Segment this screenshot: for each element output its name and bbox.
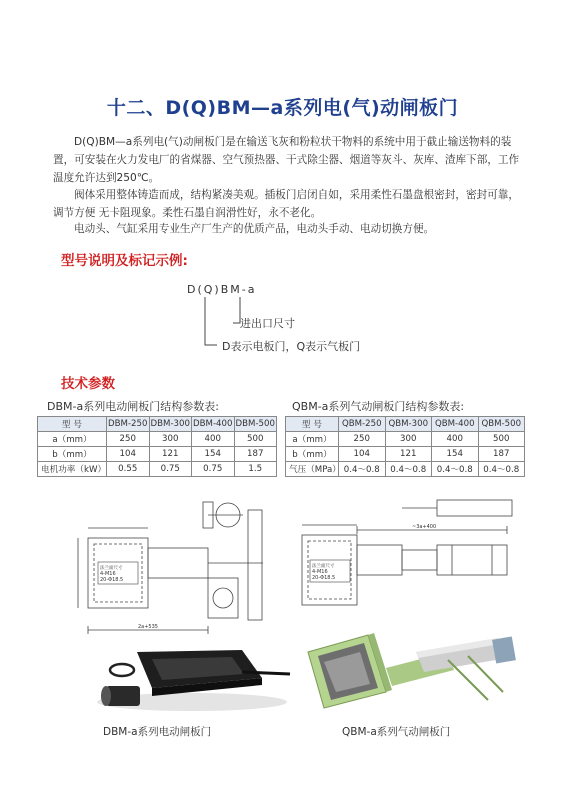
table-header-row xyxy=(286,417,525,432)
table-cell: 400 xyxy=(432,432,479,447)
model-section-heading: 型号说明及标记示例: xyxy=(61,253,188,269)
table-cell: b（mm） xyxy=(38,447,107,462)
table-cell: 500 xyxy=(234,432,277,447)
table-cell: 187 xyxy=(234,447,277,462)
table-cell: 1.5 xyxy=(234,462,277,477)
table-cell: 0.4～0.8 xyxy=(478,462,525,477)
bolt-label: 4-M16 xyxy=(100,571,116,577)
table-cell: b（mm） xyxy=(286,447,339,462)
electric-gate-drawing xyxy=(58,490,273,640)
flange-face-label: 法兰面尺寸 xyxy=(312,564,335,569)
header-cell: QBM-500 xyxy=(478,417,525,432)
pneumatic-params-table xyxy=(285,416,525,477)
table-cell: 104 xyxy=(107,447,150,462)
model-size-label: 进出口尺寸 xyxy=(240,317,295,330)
pneumatic-gate-drawing xyxy=(292,490,522,640)
header-cell: QBM-300 xyxy=(385,417,432,432)
header-cell: DBM-500 xyxy=(234,417,277,432)
table-row xyxy=(286,462,525,477)
table-cell: 电机功率（kW） xyxy=(38,462,107,477)
header-cell: DBM-400 xyxy=(192,417,235,432)
table-header-row xyxy=(38,417,277,432)
header-cell: DBM-300 xyxy=(149,417,192,432)
table-cell: 0.4～0.8 xyxy=(339,462,386,477)
model-type-label: D表示电板门，Q表示气板门 xyxy=(222,340,361,353)
table-cell: 250 xyxy=(339,432,386,447)
intro-paragraph: D(Q)BM—a系列电(气)动闸板门是在输送飞灰和粉粒状干物料的系统中用于截止输送物料的装置，可安装在火力发电厂的省煤器、空气预热器、干式除尘器、烟道等灰斗、灰库、渣库下部，工作温度允许达到250℃。 xyxy=(53,136,520,184)
table-cell: 0.75 xyxy=(149,462,192,477)
table-row xyxy=(38,432,277,447)
hole-label: 20-Φ18.5 xyxy=(100,577,124,583)
electric-table-caption: DBM-a系列电动闸板门结构参数表: xyxy=(47,400,219,413)
header-cell: DBM-250 xyxy=(107,417,150,432)
header-cell: 型 号 xyxy=(38,417,107,432)
header-cell: 型 号 xyxy=(286,417,339,432)
header-cell: QBM-400 xyxy=(432,417,479,432)
length-dimension: 2a+535 xyxy=(138,624,158,630)
model-bracket xyxy=(195,295,275,375)
table-cell: 250 xyxy=(107,432,150,447)
table-cell: 0.4～0.8 xyxy=(432,462,479,477)
table-cell: 104 xyxy=(339,447,386,462)
table-cell: 121 xyxy=(149,447,192,462)
electric-gate-photo xyxy=(92,640,292,715)
table-cell: 气压（MPa） xyxy=(286,462,339,477)
table-cell: 0.4～0.8 xyxy=(385,462,432,477)
table-row xyxy=(286,432,525,447)
pneumatic-photo-caption: QBM-a系列气动闸板门 xyxy=(342,726,451,738)
pneumatic-gate-photo xyxy=(298,630,523,715)
table-cell: a（mm） xyxy=(38,432,107,447)
table-cell: 0.55 xyxy=(107,462,150,477)
header-cell: QBM-250 xyxy=(339,417,386,432)
bolt-label: 4-M16 xyxy=(312,569,328,575)
actuator-paragraph: 电动头、气缸采用专业生产厂生产的优质产品，电动头手动、电动切换方便。 xyxy=(74,223,435,235)
table-row xyxy=(286,447,525,462)
table-cell: 300 xyxy=(385,432,432,447)
table-row xyxy=(38,462,277,477)
pneumatic-table-caption: QBM-a系列气动闸板门结构参数表: xyxy=(292,400,465,413)
table-cell: 400 xyxy=(192,432,235,447)
page-title: 十二、D(Q)BM—a系列电(气)动闸板门 xyxy=(106,97,459,119)
hole-label: 20-Φ18.5 xyxy=(312,575,336,581)
params-section-heading: 技术参数 xyxy=(61,376,115,392)
table-cell: 500 xyxy=(478,432,525,447)
model-code: D(Q)BM-a xyxy=(187,283,257,296)
table-row xyxy=(38,447,277,462)
electric-photo-caption: DBM-a系列电动闸板门 xyxy=(103,726,212,738)
table-cell: 300 xyxy=(149,432,192,447)
body-paragraph: 阀体采用整体铸造而成，结构紧凑美观。插板门启闭自如，采用柔性石墨盘根密封，密封可靠，调节方便 无卡阻现象。柔性石墨自润滑性好，永不老化。 xyxy=(53,189,519,219)
table-cell: 154 xyxy=(432,447,479,462)
table-cell: 187 xyxy=(478,447,525,462)
electric-params-table xyxy=(37,416,277,477)
table-cell: 0.75 xyxy=(192,462,235,477)
length-dimension: ~3a+400 xyxy=(412,524,437,530)
table-cell: a（mm） xyxy=(286,432,339,447)
table-cell: 154 xyxy=(192,447,235,462)
flange-face-label: 法兰面尺寸 xyxy=(100,566,123,571)
table-cell: 121 xyxy=(385,447,432,462)
